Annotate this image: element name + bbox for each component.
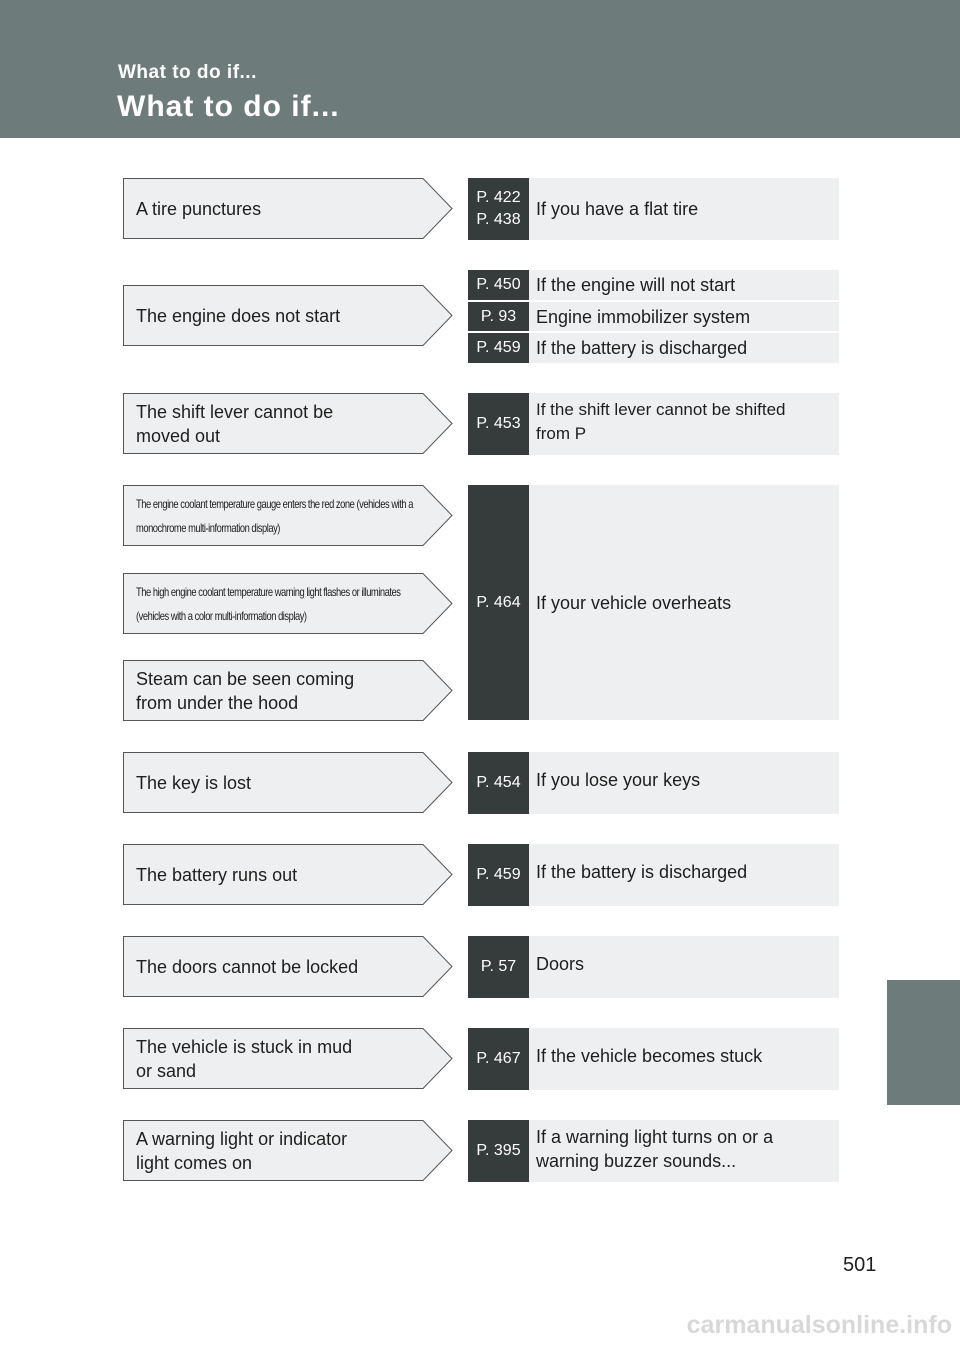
reference-label: Engine immobilizer system [529, 302, 839, 331]
reference-label: If you have a flat tire [529, 178, 839, 240]
reference-battery [468, 844, 839, 906]
page-number-ref: P. 57 [480, 958, 517, 975]
page-reference [468, 752, 529, 814]
page-number-ref: P. 459 [476, 866, 521, 883]
reference-label: If you lose your keys [529, 752, 839, 814]
reference-row[interactable] [468, 485, 839, 720]
reference-row[interactable] [468, 1120, 839, 1182]
reference-row[interactable] [468, 936, 839, 998]
symptom-label: The shift lever cannot be moved out [136, 401, 334, 446]
reference-row[interactable] [468, 270, 839, 300]
symptom-label: The high engine coolant temperature warning light flashes or illuminates (vehicles with a color multi-information display) [136, 584, 401, 623]
page-reference [468, 844, 529, 906]
symptom-label: The key is lost [136, 772, 252, 793]
page-number: 501 [843, 1254, 877, 1276]
reference-overheats [468, 485, 839, 720]
symptom-vehicle-stuck [123, 1028, 453, 1089]
page-number-ref: P. 93 [480, 307, 517, 325]
page-reference [468, 485, 529, 720]
reference-shift-lever [468, 393, 839, 455]
reference-doors [468, 936, 839, 998]
symptom-warning-light [123, 1120, 453, 1181]
page-number-ref: P. 464 [476, 593, 521, 611]
reference-row[interactable] [468, 752, 839, 814]
symptom-doors-not-locked [123, 936, 453, 997]
symptom-label: Steam can be seen coming from under the hood [136, 668, 355, 713]
symptom-label: The engine coolant temperature gauge enters the red zone (vehicles with a monochrome multi-information display) [136, 496, 413, 535]
page-title: What to do if... [117, 90, 340, 123]
symptom-coolant-warning-light [123, 573, 453, 634]
symptom-steam [123, 660, 453, 721]
reference-label: If a warning light turns on or a warning buzzer sounds... [529, 1120, 839, 1182]
chapter-tab [887, 980, 960, 1105]
symptom-engine-not-start [123, 285, 453, 346]
reference-row[interactable] [468, 178, 839, 240]
symptom-battery-runs-out [123, 844, 453, 905]
reference-label: If the battery is discharged [529, 844, 839, 906]
reference-label: If the battery is discharged [529, 333, 839, 363]
page-number-ref: P. 459 [476, 339, 521, 356]
page-number-ref: P. 395 [476, 1142, 521, 1159]
reference-label: If your vehicle overheats [529, 485, 839, 720]
reference-warning-light [468, 1120, 839, 1182]
symptom-label: A warning light or indicator light comes on [136, 1128, 348, 1173]
page-reference [468, 393, 529, 455]
reference-label: If the vehicle becomes stuck [529, 1028, 839, 1090]
symptom-label: The vehicle is stuck in mud or sand [136, 1036, 353, 1081]
reference-row[interactable] [468, 393, 839, 455]
reference-lost-keys [468, 752, 839, 814]
reference-row[interactable] [468, 333, 839, 363]
page-reference [468, 333, 529, 363]
page-reference [468, 936, 529, 998]
watermark: carmanualsonline.info [686, 1310, 952, 1339]
page-reference [468, 302, 529, 331]
page-number-ref: P. 454 [476, 774, 521, 791]
reference-label: Doors [529, 936, 839, 998]
reference-engine-start [468, 270, 839, 363]
symptom-shift-lever [123, 393, 453, 454]
symptom-label: The battery runs out [136, 864, 298, 885]
page-reference [468, 178, 529, 240]
reference-label: If the shift lever cannot be shifted from P [529, 393, 839, 455]
page-number-ref: P. 450 [476, 276, 521, 293]
symptom-label: The doors cannot be locked [136, 956, 359, 977]
symptom-label: A tire punctures [136, 198, 262, 219]
symptom-coolant-gauge [123, 485, 453, 546]
page-reference [468, 1120, 529, 1182]
symptom-key-lost [123, 752, 453, 813]
reference-label: If the engine will not start [529, 270, 839, 300]
reference-stuck [468, 1028, 839, 1090]
page-number-ref: P. 453 [476, 415, 521, 432]
section-subtitle: What to do if... [118, 62, 257, 83]
reference-row[interactable] [468, 1028, 839, 1090]
symptom-label: The engine does not start [136, 305, 341, 326]
page-header [0, 0, 960, 138]
page-number-ref: P. 422 [476, 189, 521, 206]
page-reference [468, 1028, 529, 1090]
page-reference [468, 270, 529, 300]
page-number-ref: P. 467 [476, 1050, 521, 1067]
reference-flat-tire [468, 178, 839, 240]
reference-row[interactable] [468, 302, 839, 331]
page-number-ref: P. 438 [476, 211, 521, 228]
symptom-tire-punctures [123, 178, 453, 239]
reference-row[interactable] [468, 844, 839, 906]
